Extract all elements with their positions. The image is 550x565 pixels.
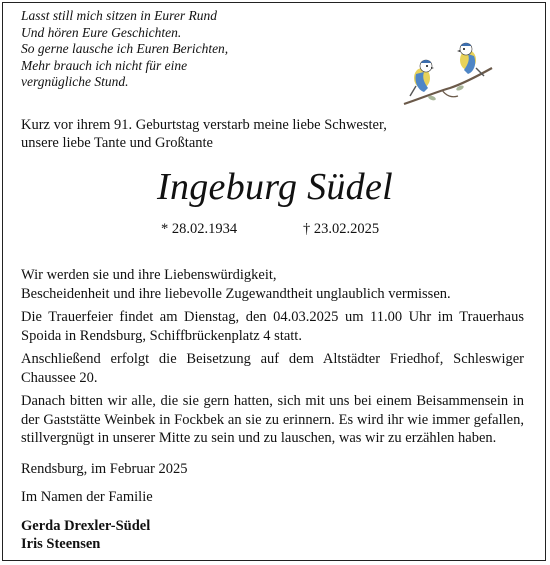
signature-name: Iris Steensen: [21, 536, 101, 552]
poem: [21, 8, 301, 91]
gathering-paragraph: Danach bitten wir alle, die sie gern hatten, sich mit uns bei einem Beisammensein in der Gaststätte Weinbek in Fockbek an sie zu erinnern. Es wird ihr wie immer gefallen, stillvergnügt in unserer Mitte zu sein und zu lauschen, was wir zu erzählen haben.: [21, 393, 524, 446]
place-and-date: Rendsburg, im Februar 2025: [21, 461, 188, 477]
intro-line: unsere liebe Tante und Großtante: [21, 135, 213, 151]
notice-body: [21, 261, 524, 453]
deceased-name: Ingeburg Südel: [156, 166, 394, 208]
family-line: Im Namen der Familie: [21, 489, 153, 505]
poem-line: Und hören Eure Geschichten.: [21, 24, 182, 40]
birth-date: * 28.02.1934: [161, 221, 238, 237]
poem-line: Mehr brauch ich nicht für eine: [21, 57, 188, 73]
death-date: † 23.02.2025: [303, 221, 380, 237]
burial-paragraph: Anschließend erfolgt die Beisetzung auf dem Altstädter Friedhof, Schleswiger Chaussee 20.: [21, 351, 524, 386]
intro-line: Kurz vor ihrem 91. Geburtstag verstarb meine liebe Schwester,: [21, 117, 387, 133]
birds-on-branch-illustration: [402, 38, 494, 110]
intro-text: [21, 116, 421, 152]
signatures: [21, 517, 150, 553]
poem-line: vergnügliche Stund.: [21, 74, 129, 90]
poem-line: Lasst still mich sitzen in Eurer Rund: [21, 8, 218, 23]
poem-line: So gerne lausche ich Euren Berichten,: [21, 41, 229, 57]
remembrance-line: Wir werden sie und ihre Liebenswürdigkeit,: [21, 267, 277, 283]
funeral-service-paragraph: Die Trauerfeier findet am Dienstag, den 04.03.2025 um 11.00 Uhr im Trauerhaus Spoida in Rendsburg, Schiffbrückenplatz 4 statt.: [21, 309, 524, 344]
signature-name: Gerda Drexler-Südel: [21, 518, 151, 534]
remembrance-line: Bescheidenheit und ihre liebevolle Zugewandtheit unglaublich vermissen.: [21, 285, 451, 302]
